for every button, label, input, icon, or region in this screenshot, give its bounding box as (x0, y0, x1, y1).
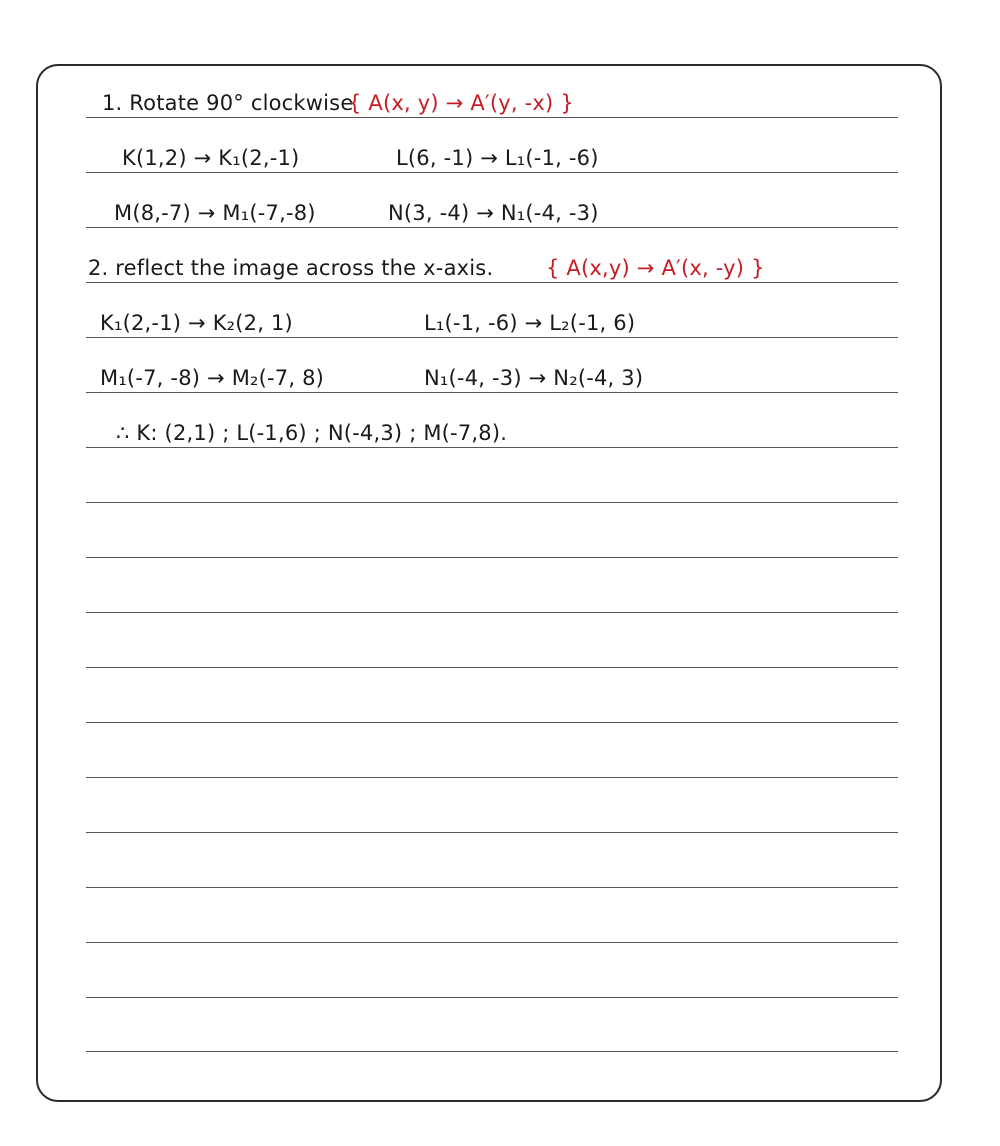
mapping-left: K₁(2,-1) → K₂(2, 1) (100, 311, 293, 335)
mapping-right: L₁(-1, -6) → L₂(-1, 6) (424, 311, 636, 335)
ruled-line (86, 887, 898, 888)
ruled-line (86, 557, 898, 558)
ruled-line (86, 942, 898, 943)
mapping-left: K(1,2) → K₁(2,-1) (122, 146, 300, 170)
rotation-rule: { A(x, y) → A′(y, -x) } (348, 91, 574, 115)
note-line-step-1 (86, 86, 898, 120)
ruled-line (86, 777, 898, 778)
mapping-right: L(6, -1) → L₁(-1, -6) (396, 146, 599, 170)
note-line-mapping (86, 361, 898, 395)
mapping-left: M(8,-7) → M₁(-7,-8) (114, 201, 316, 225)
ruled-line (86, 832, 898, 833)
step-heading: 2. reflect the image across the x-axis. (88, 256, 494, 280)
mapping-right: N(3, -4) → N₁(-4, -3) (388, 201, 599, 225)
step-heading: 1. Rotate 90° clockwise (102, 91, 354, 115)
reflection-rule: { A(x,y) → A′(x, -y) } (546, 256, 765, 280)
note-line-step-2 (86, 251, 898, 285)
note-line-mapping (86, 196, 898, 230)
ruled-line (86, 997, 898, 998)
note-line-mapping (86, 306, 898, 340)
ruled-line (86, 722, 898, 723)
ruled-line (86, 667, 898, 668)
ruled-line (86, 612, 898, 613)
mapping-left: M₁(-7, -8) → M₂(-7, 8) (100, 366, 325, 390)
note-line-mapping (86, 141, 898, 175)
ruled-line (86, 1051, 898, 1052)
ruled-line (86, 502, 898, 503)
note-line-summary (86, 416, 898, 450)
final-answer: ∴ K: (2,1) ; L(-1,6) ; N(-4,3) ; M(-7,8). (116, 421, 508, 445)
mapping-right: N₁(-4, -3) → N₂(-4, 3) (424, 366, 644, 390)
